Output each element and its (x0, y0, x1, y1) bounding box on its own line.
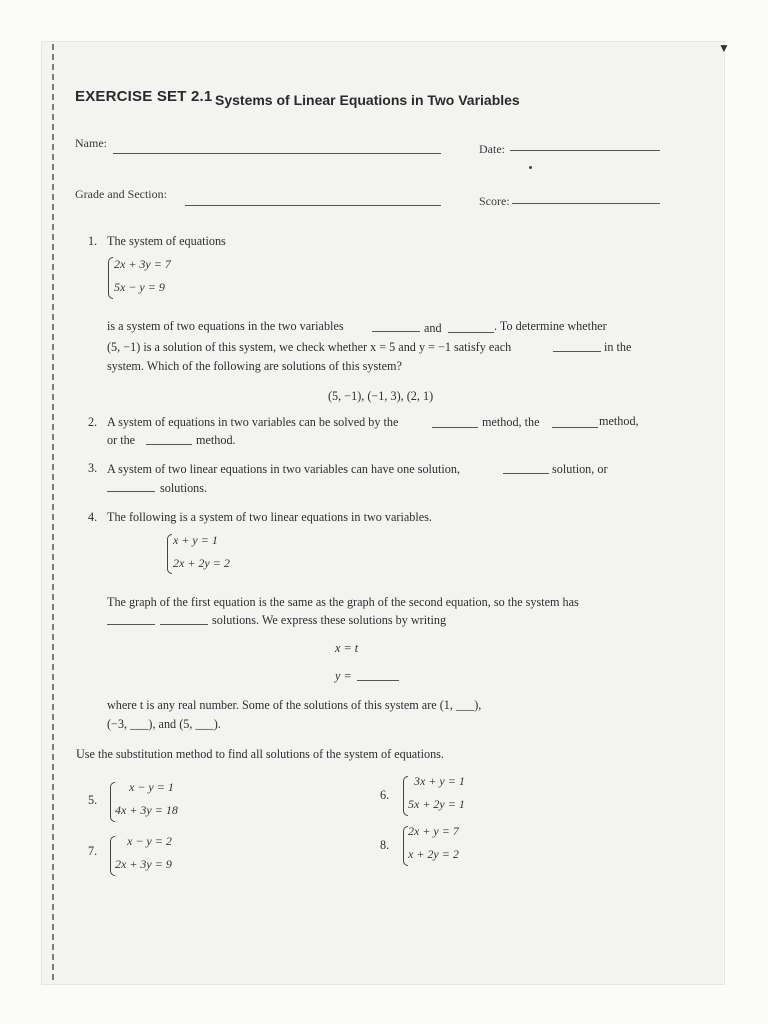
date-field[interactable] (510, 150, 660, 151)
problem-6-eq2: 5x + 2y = 1 (408, 797, 465, 811)
q4-blank-solutions-1[interactable] (107, 624, 155, 625)
q4-y-equation: y = (335, 669, 352, 683)
q4-number: 4. (88, 510, 98, 524)
q1-line1a: is a system of two equations in the two variables (107, 319, 344, 333)
q2-blank-method-3[interactable] (146, 444, 192, 445)
q2-line2a: or the (107, 433, 136, 447)
q3-line1b: solution, or (552, 462, 608, 476)
problem-8-number: 8. (380, 838, 390, 852)
q2-line1c: method, (599, 414, 639, 428)
q4-blank-y[interactable] (357, 680, 399, 681)
q4-line3: where t is any real number. Some of the solutions of this system are (1, ___), (107, 698, 482, 712)
q1-line2b: in the (604, 340, 632, 354)
q1-line3: system. Which of the following are solutions of this system? (107, 359, 402, 373)
problem-6-system (408, 770, 465, 816)
problem-7-number: 7. (88, 844, 98, 858)
grade-section-label: Grade and Section: (75, 187, 167, 201)
q2-line2b: method. (196, 433, 236, 447)
q4-system (173, 529, 230, 575)
q1-eq1: 2x + 3y = 7 (114, 257, 171, 271)
score-field[interactable] (512, 203, 660, 204)
q4-line4: (−3, ___), and (5, ___). (107, 717, 221, 731)
q2-line1a: A system of equations in two variables can be solved by the (107, 415, 399, 429)
q4-eq1: x + y = 1 (173, 533, 218, 547)
q4-line2: solutions. We express these solutions by writing (212, 613, 447, 627)
problem-8-eq1: 2x + y = 7 (408, 824, 459, 838)
page-title: Systems of Linear Equations in Two Variables (215, 92, 520, 108)
score-label: Score: (479, 194, 510, 208)
problem-7-eq2: 2x + 3y = 9 (115, 857, 172, 871)
problem-7-eq1: x − y = 2 (127, 834, 172, 848)
q4-intro: The following is a system of two linear equations in two variables. (107, 510, 432, 524)
problem-5-number: 5. (88, 793, 98, 807)
q1-number: 1. (88, 234, 98, 248)
q2-blank-method-1[interactable] (432, 427, 478, 428)
q2-line1b: method, the (482, 415, 540, 429)
q3-line2: solutions. (160, 481, 208, 495)
q2-number: 2. (88, 415, 98, 429)
perforation-line (52, 44, 54, 980)
q2-blank-method-2[interactable] (552, 427, 598, 428)
name-field[interactable] (113, 153, 441, 154)
q1-blank-variable-2[interactable] (448, 332, 494, 333)
q1-blank-variable-1[interactable] (372, 331, 420, 332)
problem-6-number: 6. (380, 788, 390, 802)
q4-x-equation: x = t (335, 641, 359, 655)
problem-5-eq1: x − y = 1 (129, 780, 174, 794)
q3-blank-solutions[interactable] (107, 491, 155, 492)
q4-line1: The graph of the first equation is the same as the graph of the second equation, so the system has (107, 595, 579, 609)
q4-brace (167, 534, 172, 574)
instructions: Use the substitution method to find all solutions of the system of equations. (76, 747, 444, 761)
q4-eq2: 2x + 2y = 2 (173, 556, 230, 570)
problem-5-system (115, 776, 178, 822)
q3-number: 3. (88, 461, 98, 475)
q3-blank-solution[interactable] (503, 473, 549, 474)
q1-line2a: (5, −1) is a solution of this system, we check whether x = 5 and y = −1 satisfy each (107, 340, 512, 354)
problem-8-system (408, 820, 459, 866)
problem-6-eq1: 3x + y = 1 (414, 774, 465, 788)
q1-blank-equation[interactable] (553, 351, 601, 352)
exercise-label: EXERCISE SET 2.1 (75, 88, 213, 105)
q1-brace (108, 257, 113, 299)
q1-intro: The system of equations (107, 234, 226, 248)
q1-eq2: 5x − y = 9 (114, 280, 165, 294)
stray-dot (529, 166, 532, 169)
date-label: Date: (479, 142, 505, 156)
q4-blank-solutions-2[interactable] (160, 624, 208, 625)
grade-section-field[interactable] (185, 205, 441, 206)
corner-mark: ▼ (718, 41, 730, 55)
q1-line1b: and (424, 321, 442, 335)
problem-5-eq2: 4x + 3y = 18 (115, 803, 178, 817)
q3-line1a: A system of two linear equations in two variables can have one solution, (107, 462, 461, 476)
q1-choices: (5, −1), (−1, 3), (2, 1) (328, 389, 434, 403)
problem-8-eq2: x + 2y = 2 (408, 847, 459, 861)
q1-line1c: . To determine whether (494, 319, 607, 333)
problem-7-system (115, 830, 172, 876)
q1-system (114, 253, 171, 299)
name-label: Name: (75, 136, 107, 150)
